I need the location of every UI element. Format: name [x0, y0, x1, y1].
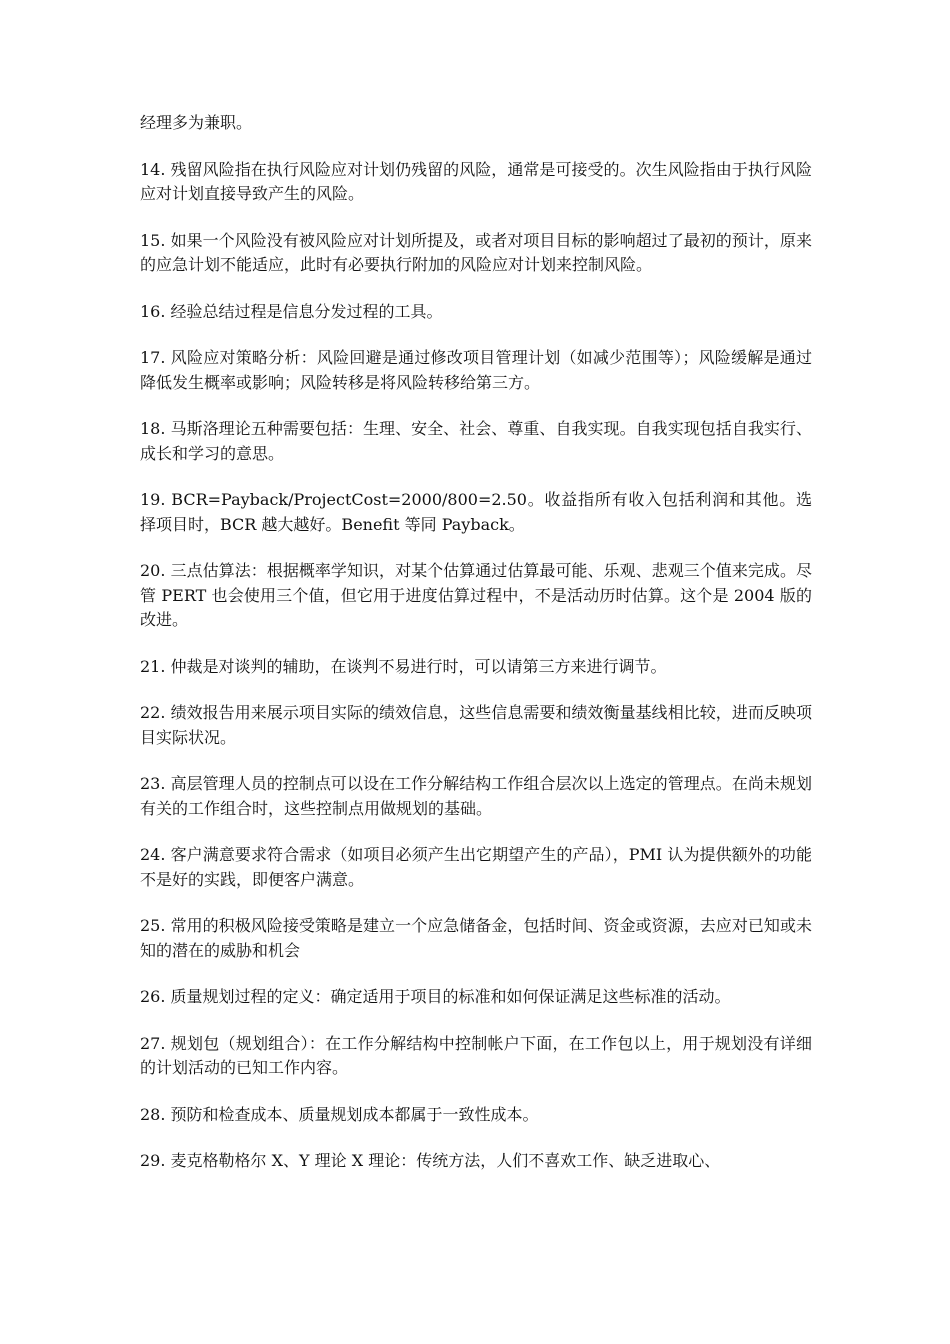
paragraph-item-19: 19. BCR=Payback/ProjectCost=2000/800=2.50。收益指所有收入包括利润和其他。选择项目时，BCR 越大越好。Benefit 等同 Payback。 [140, 490, 812, 534]
paragraph-item-28: 28. 预防和检查成本、质量规划成本都属于一致性成本。 [140, 1104, 539, 1124]
paragraph-item-21: 21. 仲裁是对谈判的辅助，在谈判不易进行时，可以请第三方来进行调节。 [140, 656, 667, 676]
paragraph-item-24: 24. 客户满意要求符合需求（如项目必须产生出它期望产生的产品），PMI 认为提供额外的功能不是好的实践，即便客户满意。 [140, 845, 812, 889]
paragraph-item-27: 27. 规划包（规划组合）：在工作分解结构中控制帐户下面，在工作包以上，用于规划没有详细的计划活动的已知工作内容。 [140, 1033, 812, 1077]
paragraph-item-26: 26. 质量规划过程的定义：确定适用于项目的标准和如何保证满足这些标准的活动。 [140, 987, 731, 1006]
paragraph-item-22: 22. 绩效报告用来展示项目实际的绩效信息，这些信息需要和绩效衡量基线相比较，进而反映项目实际状况。 [140, 703, 812, 747]
paragraph-item-14: 14. 残留风险指在执行风险应对计划仍残留的风险，通常是可接受的。次生风险指由于执行风险应对计划直接导致产生的风险。 [140, 159, 812, 203]
document-page [140, 111, 812, 1196]
paragraph-continuation: 经理多为兼职。 [140, 113, 253, 132]
paragraph-item-25: 25. 常用的积极风险接受策略是建立一个应急储备金，包括时间、资金或资源，去应对已知或未知的潜在的威胁和机会 [140, 916, 812, 960]
paragraph-item-17: 17. 风险应对策略分析：风险回避是通过修改项目管理计划（如减少范围等）；风险缓解是通过降低发生概率或影响；风险转移是将风险转移给第三方。 [140, 348, 812, 392]
paragraph-item-15: 15. 如果一个风险没有被风险应对计划所提及，或者对项目目标的影响超过了最初的预计，原来的应急计划不能适应，此时有必要执行附加的风险应对计划来控制风险。 [140, 230, 812, 274]
paragraph-item-29: 29. 麦克格勒格尔 X、Y 理论 X 理论：传统方法，人们不喜欢工作、缺乏进取心、 [140, 1151, 721, 1170]
paragraph-item-23: 23. 高层管理人员的控制点可以设在工作分解结构工作组合层次以上选定的管理点。在尚未规划有关的工作组合时，这些控制点用做规划的基础。 [140, 774, 812, 818]
paragraph-item-20: 20. 三点估算法：根据概率学知识，对某个估算通过估算最可能、乐观、悲观三个值来完成。尽管 PERT 也会使用三个值，但它用于进度估算过程中，不是活动历时估算。这个是 2004 版的改进。 [140, 561, 812, 629]
paragraph-item-18: 18. 马斯洛理论五种需要包括：生理、安全、社会、尊重、自我实现。自我实现包括自我实行、成长和学习的意思。 [140, 419, 812, 463]
paragraph-item-16: 16. 经验总结过程是信息分发过程的工具。 [140, 301, 443, 321]
